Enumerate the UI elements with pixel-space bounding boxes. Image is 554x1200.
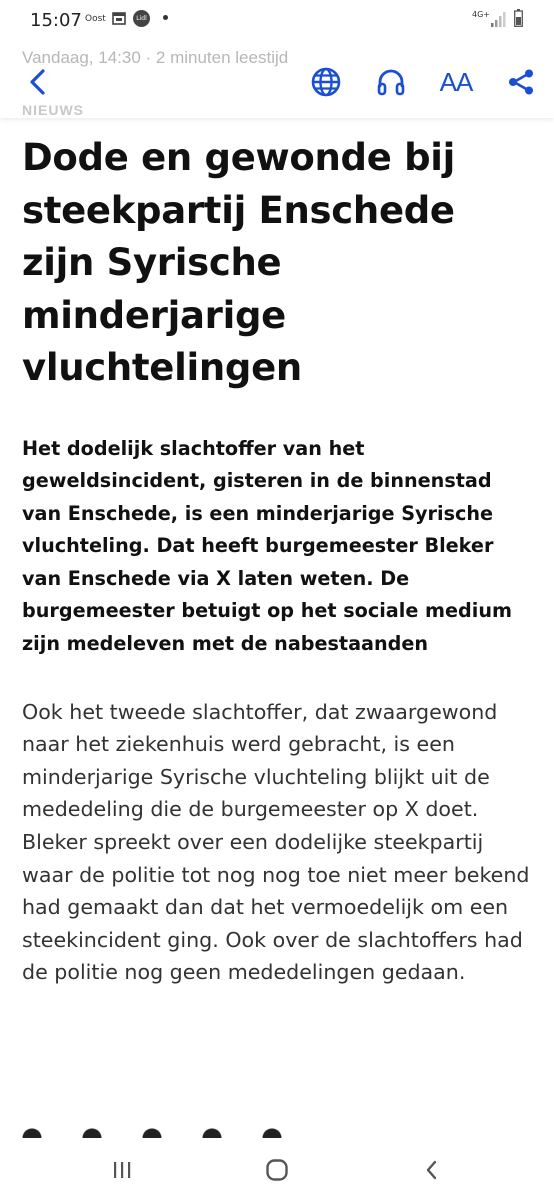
article-lead: Het dodelijk slachtoffer van het geweldsincident, gisteren in de binnenstad van Enschede, is een minderjarige Syrische vluchteling. Dat heeft burgemeester Bleker van Enschede via X laten weten. De burgemeester betuigt op het sociale medium zijn medeleven met de nabestaanden: [22, 436, 512, 656]
battery-icon: [514, 9, 523, 27]
share-button[interactable]: [501, 62, 541, 102]
article-headline: Dode en gewonde bij steekpartij Enschede zijn Syrische minderjarige vluchtelingen: [22, 136, 456, 389]
headphones-icon: [376, 67, 406, 97]
article-content: [22, 132, 534, 989]
status-bar: [0, 0, 554, 44]
listen-button[interactable]: [371, 62, 411, 102]
article-toolbar: [0, 44, 554, 118]
next-heading-partial: [22, 1128, 302, 1138]
lidl-app-icon: Lidl: [133, 10, 150, 27]
system-navigation-bar: [0, 1140, 554, 1200]
article-category-faded: NIEUWS: [22, 102, 84, 118]
network-type-label: 4G+: [472, 10, 490, 19]
back-arrow-icon: [26, 67, 50, 97]
recent-apps-icon: [110, 1158, 134, 1182]
article-date-faded: Vandaag, 14:30 · 2 minuten leestijd: [22, 48, 289, 67]
notification-dot-icon: [163, 15, 168, 20]
article-body-paragraph: Ook het tweede slachtoffer, dat zwaargewond naar het ziekenhuis werd gebracht, is een minderjarige Syrische vluchteling blijkt uit de mededeling die de burgemeester op X doet. Bleker spreekt over een dodelijke steekpartij waar de politie tot nog nog toe niet meer bekend had gemaakt dan dat het vermoedelijk om een steekincident ging. Ook over de slachtoffers had de politie nog geen mededelingen gedaan.: [22, 699, 530, 985]
home-icon: [264, 1157, 290, 1183]
calendar-icon: [112, 11, 126, 25]
share-icon: [506, 67, 536, 97]
globe-icon: [310, 66, 342, 98]
text-size-button[interactable]: [436, 62, 476, 102]
home-button[interactable]: [257, 1154, 297, 1186]
back-button[interactable]: [18, 62, 58, 102]
translate-button[interactable]: [306, 62, 346, 102]
text-size-icon: AA: [439, 66, 473, 97]
signal-icon: [490, 10, 508, 28]
recent-apps-button[interactable]: [102, 1154, 142, 1186]
status-carrier-label: Oost: [85, 14, 106, 24]
back-icon: [420, 1158, 444, 1182]
status-time: 15:07: [30, 10, 82, 31]
system-back-button[interactable]: [412, 1154, 452, 1186]
